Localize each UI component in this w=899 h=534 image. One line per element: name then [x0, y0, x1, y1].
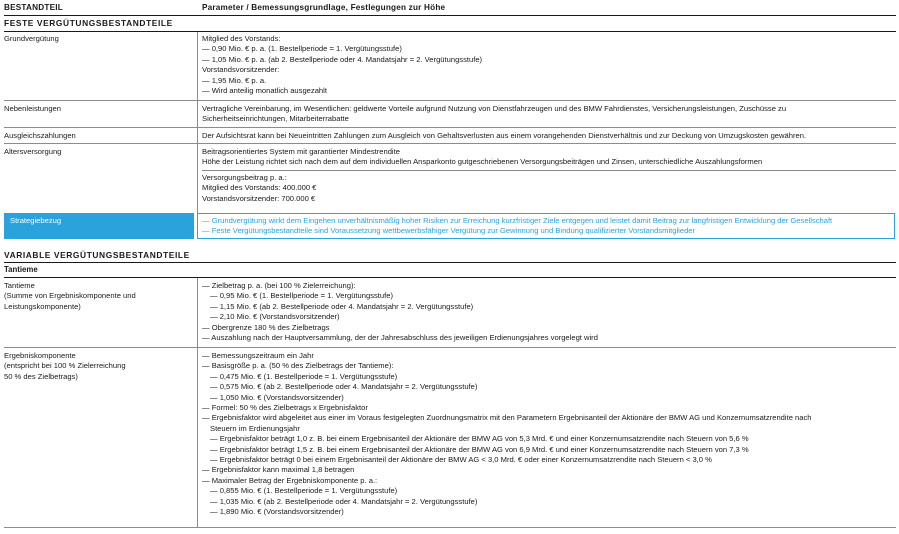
column-header-parameters: Parameter / Bemessungsgrundlage, Festlegungen zur Höhe — [202, 3, 446, 12]
text-line: Steuern im Erdienungsjahr — [210, 423, 300, 433]
column-divider — [197, 278, 198, 527]
text-line: — Obergrenze 180 % des Zielbetrags — [202, 322, 330, 332]
text-line: — Ergebnisfaktor beträgt 1,5 z. B. bei einem Ergebnisanteil der Aktionäre der BMW AG von 6,9 Mrd. € und einer Konzernumsatzrendite nach Steuern von 7,3 % — [210, 444, 749, 454]
row-label-bonus — [4, 281, 194, 312]
text-line: — Ergebnisfaktor kann maximal 1,8 betragen — [202, 465, 355, 475]
column-divider — [197, 32, 198, 213]
sub-row-divider — [202, 170, 896, 171]
text-line: — Zielbetrag p. a. (bei 100 % Zielerreichung): — [202, 281, 356, 290]
strategy-label: Strategiebezug — [10, 216, 62, 225]
text-line: — Feste Vergütungsbestandteile sind Voraussetzung wettbewerbsfähiger Vergütung zur Gewinnung und Bindung qualifizierter Vorstandsmitglieder — [202, 226, 696, 236]
row-divider — [4, 347, 896, 348]
row-divider — [4, 100, 896, 101]
row-label-pension: Altersversorgung — [4, 147, 62, 156]
text-line: Beitragsorientiertes System mit garantierter Mindestrendite — [202, 147, 400, 156]
text-line: — 0,95 Mio. € (1. Bestellperiode = 1. Vergütungsstufe) — [210, 291, 393, 301]
text-line: — 1,05 Mio. € p. a. (ab 2. Bestellperiode oder 4. Mandatsjahr = 2. Vergütungsstufe) — [202, 54, 483, 64]
text-line: — 0,575 Mio. € (ab 2. Bestellperiode oder 4. Mandatsjahr = 2. Vergütungsstufe) — [210, 382, 478, 392]
row-divider — [4, 143, 896, 144]
text-line: — 0,855 Mio. € (1. Bestellperiode = 1. Vergütungsstufe) — [210, 486, 398, 496]
text-line: — Grundvergütung wirkt dem Eingehen unverhältnismäßig hoher Risiken zur Erreichung kurzfristiger Ziele entgegen und leistet damit Beitrag zur langfristigen Entwicklung der Gesellschaft — [202, 216, 833, 225]
text-line: Sicherheitseinrichtungen, Mitarbeiterrabatte — [202, 114, 349, 124]
text-line: — 1,050 Mio. € (Vorstandsvorsitzender) — [210, 392, 344, 402]
text-line: Mitglied des Vorstands: 400.000 € — [202, 183, 317, 193]
text-line: — Bemessungszeitraum ein Jahr — [202, 351, 314, 360]
text-line: — Maximaler Betrag der Ergebniskomponente p. a.: — [202, 475, 378, 485]
section-title-fixed: FESTE VERGÜTUNGSBESTANDTEILE — [4, 18, 173, 28]
text-line: (Summe von Ergebniskomponente und — [4, 291, 136, 301]
text-line: Versorgungsbeitrag p. a.: — [202, 173, 287, 182]
text-line: Tantieme — [4, 281, 35, 290]
row-content-pension — [202, 147, 895, 168]
strategy-label-box — [4, 213, 194, 239]
row-content-compensation-payments — [202, 131, 895, 141]
text-line: Vorstandsvorsitzender: 700.000 € — [202, 193, 316, 203]
column-header-component: BESTANDTEIL — [4, 3, 63, 12]
row-label-base-salary: Grundvergütung — [4, 34, 59, 43]
text-line: — Wird anteilig monatlich ausgezahlt — [202, 86, 327, 96]
text-line: 50 % des Zielbetrags) — [4, 371, 78, 381]
text-line: Vorstandsvorsitzender: — [202, 65, 280, 75]
text-line: — Formel: 50 % des Zielbetrags x Ergebnisfaktor — [202, 403, 368, 413]
subsection-title-bonus: Tantieme — [4, 265, 38, 274]
subsection-rule — [4, 277, 896, 278]
row-label-fringe-benefits: Nebenleistungen — [4, 104, 61, 113]
row-divider — [4, 127, 896, 128]
text-line: — Auszahlung nach der Hauptversammlung, der der Jahresabschluss des jeweiligen Erdienungsjahres vorgelegt wird — [202, 333, 598, 343]
section-rule — [4, 262, 896, 263]
text-line: Vertragliche Vereinbarung, im Wesentlichen: geldwerte Vorteile aufgrund Nutzung von Dienstfahrzeugen und des BMW Fahrdienstes, Versicherungsleistungen, Zuschüsse zu — [202, 104, 787, 113]
text-line: Ergebniskomponente — [4, 351, 76, 360]
row-content-earnings-component — [202, 351, 895, 518]
row-content-bonus — [202, 281, 895, 343]
text-line: — Ergebnisfaktor beträgt 1,0 z. B. bei einem Ergebnisanteil der Aktionäre der BMW AG von 5,3 Mrd. € und einer Konzernumsatzrendite nach Steuern von 5,6 % — [210, 434, 749, 444]
text-line: Höhe der Leistung richtet sich nach dem auf dem individuellen Ansparkonto gutgeschriebenen Versorgungsbeiträgen und Zinsen, unterschiedliche Auszahlungsformen — [202, 157, 763, 167]
text-line: — 0,90 Mio. € p. a. (1. Bestellperiode = 1. Vergütungsstufe) — [202, 44, 402, 54]
row-content-pension-contribution — [202, 173, 895, 204]
row-content-fringe-benefits — [202, 104, 895, 125]
section-rule — [4, 31, 896, 32]
text-line: — 0,475 Mio. € (1. Bestellperiode = 1. Vergütungsstufe) — [210, 371, 398, 381]
text-line: — 1,15 Mio. € (ab 2. Bestellperiode oder 4. Mandatsjahr = 2. Vergütungsstufe) — [210, 301, 474, 311]
text-line: — 1,035 Mio. € (ab 2. Bestellperiode oder 4. Mandatsjahr = 2. Vergütungsstufe) — [210, 496, 478, 506]
row-label-earnings-component — [4, 351, 194, 382]
text-line: — 1,890 Mio. € (Vorstandsvorsitzender) — [210, 507, 344, 517]
text-line: — 2,10 Mio. € (Vorstandsvorsitzender) — [210, 312, 340, 322]
text-line: Mitglied des Vorstands: — [202, 34, 281, 43]
text-line: Leistungskomponente) — [4, 301, 81, 311]
text-line: — Basisgröße p. a. (50 % des Zielbetrags der Tantieme): — [202, 361, 394, 371]
header-rule — [4, 15, 896, 16]
text-line: — 1,95 Mio. € p. a. — [202, 75, 267, 85]
row-content-base-salary — [202, 34, 895, 96]
row-label-compensation-payments: Ausgleichszahlungen — [4, 131, 76, 140]
text-line: Der Aufsichtsrat kann bei Neueintritten Zahlungen zum Ausgleich von Gehaltsverlusten aus einem vorangehenden Dienstverhältnis und zur Deckung von Umzugskosten gewähren. — [202, 131, 807, 140]
row-divider — [4, 527, 896, 528]
strategy-content — [202, 216, 895, 237]
text-line: — Ergebnisfaktor wird abgeleitet aus einer im Voraus festgelegten Zuordnungsmatrix mit den Parametern Ergebnisanteil der Aktionäre der BMW AG und Konzernumsatzrendite nach — [202, 413, 812, 423]
text-line: — Ergebnisfaktor beträgt 0 bei einem Ergebnisanteil der Aktionäre der BMW AG < 3,0 Mrd. € oder einer Konzernumsatzrendite nach Steuern < 3,0 % — [210, 455, 712, 465]
text-line: (entspricht bei 100 % Zielerreichung — [4, 361, 126, 371]
section-title-variable: VARIABLE VERGÜTUNGSBESTANDTEILE — [4, 250, 190, 260]
